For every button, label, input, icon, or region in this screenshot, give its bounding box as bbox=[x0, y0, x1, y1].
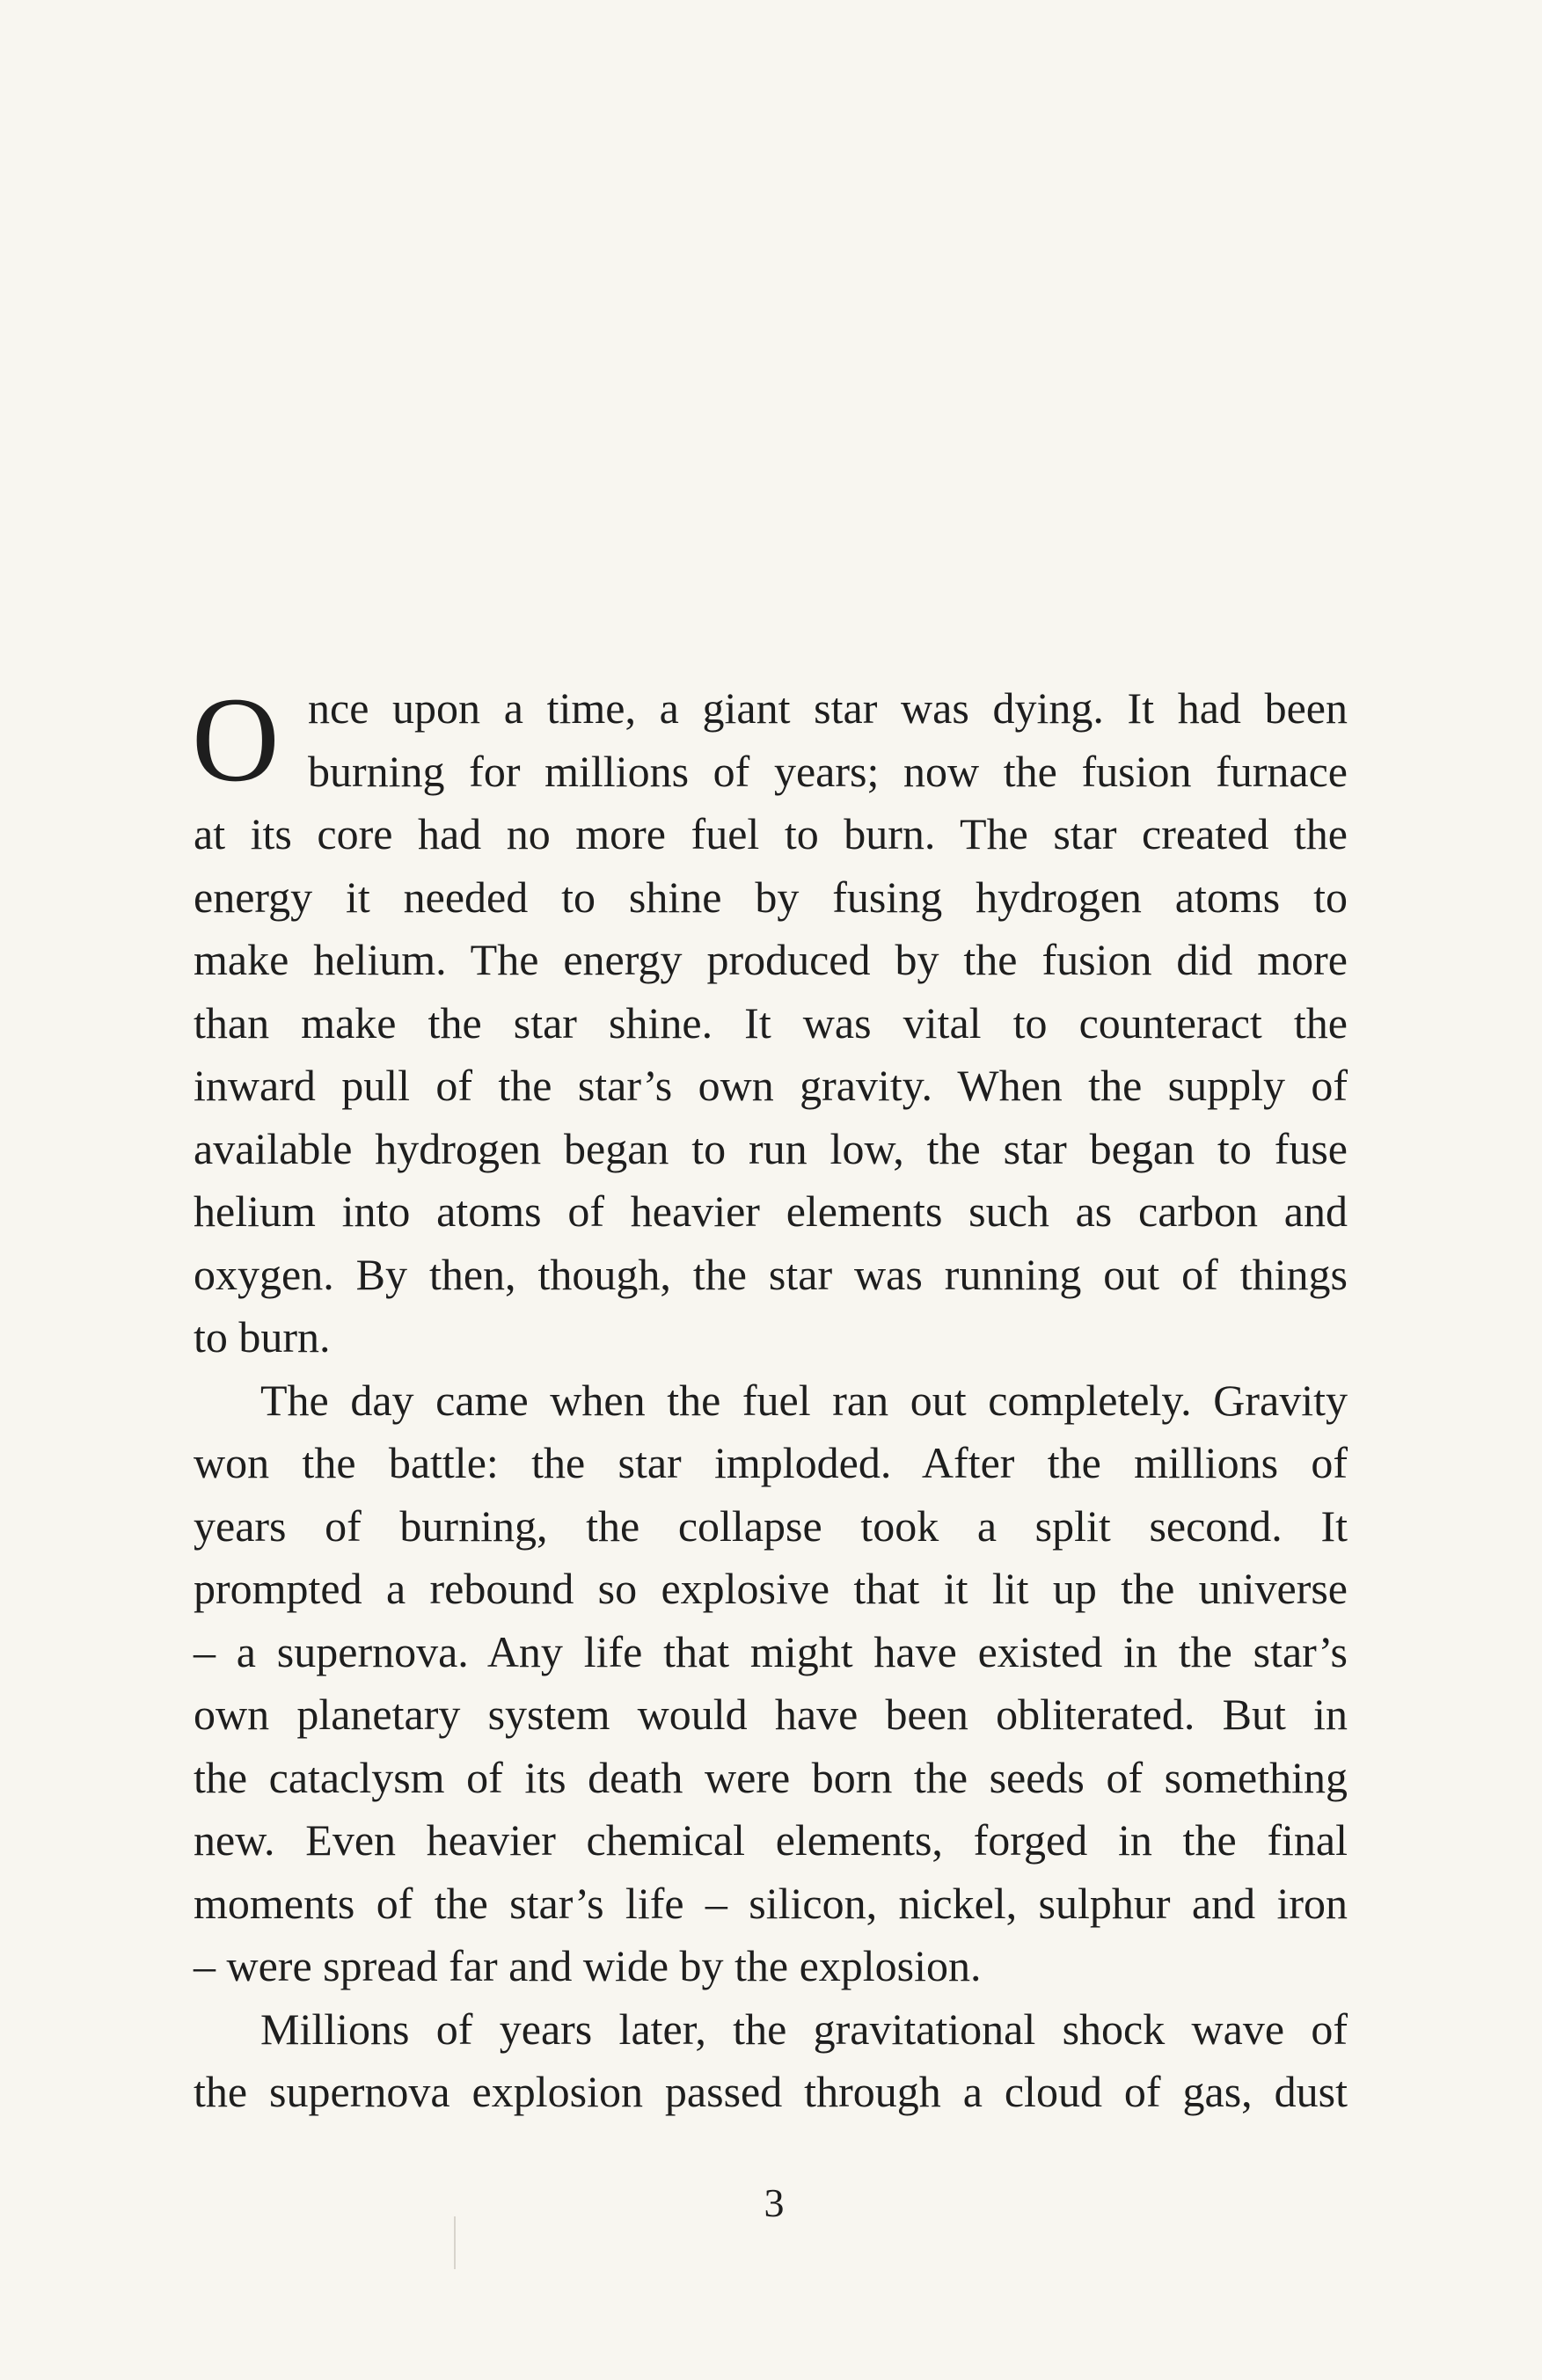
text-line: at its core had no more fuel to burn. The star created the bbox=[194, 809, 1348, 858]
paragraph-3 bbox=[194, 1998, 1348, 2124]
text-line: than make the star shine. It was vital to counteract the bbox=[194, 997, 1348, 1048]
text-line: helium into atoms of heavier elements such as carbon and bbox=[194, 1186, 1348, 1236]
text-line: won the battle: the star imploded. After the millions of bbox=[194, 1438, 1348, 1487]
scan-artifact-line bbox=[454, 2216, 456, 2269]
text-line: moments of the star’s life – silicon, nickel, sulphur and iron bbox=[194, 1878, 1348, 1928]
text-line: prompted a rebound so explosive that it lit up the universe bbox=[194, 1564, 1348, 1613]
text-line: energy it needed to shine by fusing hydrogen atoms to bbox=[194, 872, 1348, 922]
text-line: own planetary system would have been obliterated. But in bbox=[194, 1690, 1348, 1739]
text-line: Millions of years later, the gravitational shock wave of bbox=[260, 2004, 1348, 2054]
page-number: 3 bbox=[764, 2180, 785, 2225]
text-line: – were spread far and wide by the explosion. bbox=[194, 1941, 982, 1990]
drop-cap: O bbox=[192, 672, 280, 807]
text-line: years of burning, the collapse took a split second. It bbox=[194, 1500, 1348, 1551]
text-line: burning for millions of years; now the fusion furnace bbox=[308, 746, 1348, 796]
text-line: oxygen. By then, though, the star was running out of things bbox=[194, 1249, 1348, 1299]
text-line: the supernova explosion passed through a cloud of gas, dust bbox=[194, 2067, 1348, 2116]
text-line: inward pull of the star’s own gravity. When the supply of bbox=[194, 1061, 1348, 1110]
text-line: The day came when the fuel ran out completely. Gravity bbox=[260, 1375, 1348, 1425]
text-line: the cataclysm of its death were born the seeds of something bbox=[194, 1752, 1348, 1802]
text-line: make helium. The energy produced by the fusion did more bbox=[194, 935, 1348, 984]
text-line: – a supernova. Any life that might have existed in the star’s bbox=[194, 1626, 1348, 1676]
text-line: to burn. bbox=[194, 1312, 331, 1362]
text-line: available hydrogen began to run low, the star began to fuse bbox=[194, 1123, 1348, 1173]
text-line: new. Even heavier chemical elements, forged in the final bbox=[194, 1815, 1348, 1865]
paragraph-2 bbox=[194, 1369, 1348, 1998]
paragraph-1 bbox=[192, 672, 1348, 1369]
text-line: nce upon a time, a giant star was dying. It had been bbox=[308, 683, 1348, 733]
body-text bbox=[192, 672, 1348, 2124]
